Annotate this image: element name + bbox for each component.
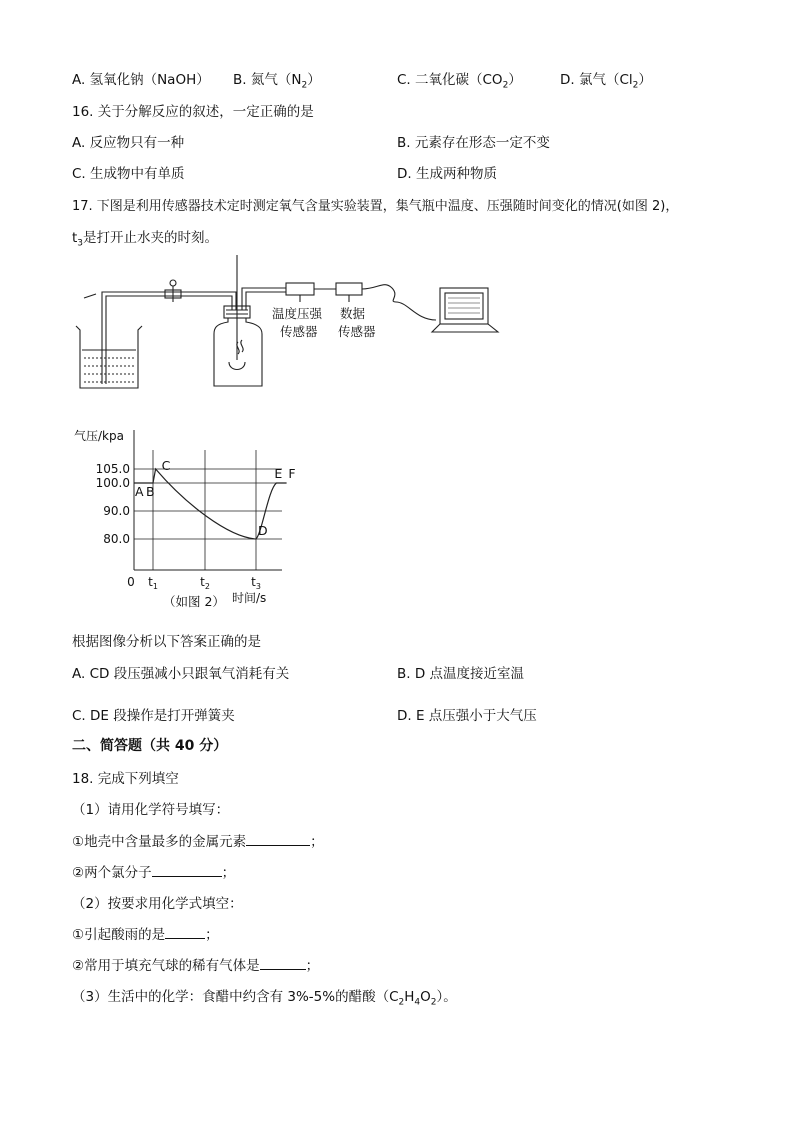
q18-part3: （3）生活中的化学：食醋中约含有 3%-5%的醋酸$(C_2H_4O_2)$。 [72, 989, 457, 1008]
section-title: 二、简答题（共 40 分） [72, 738, 228, 754]
sensor1-label-line2: 传感器 [280, 324, 318, 339]
y-tick-label: 105.0 [95, 462, 130, 476]
q16-option-b: B. 元素存在形态一定不变 [397, 135, 550, 151]
graph-caption: （如图 2） [163, 594, 225, 609]
q17-option-a: A. CD 段压强减小只跟氧气消耗有关 [72, 666, 290, 682]
x-tick-label: $t_1$ [148, 575, 158, 591]
q17-option-d: D. E 点压强小于大气压 [397, 708, 537, 724]
q17-option-b: B. D 点温度接近室温 [397, 666, 525, 682]
point-label-a: A [135, 484, 144, 499]
q16-stem: 16. 关于分解反应的叙述，一定正确的是 [72, 104, 314, 120]
x-tick-label: 0 [127, 575, 135, 589]
sensor2-label-line1: 数据 [340, 306, 366, 321]
q17-stem-line2: $t_3$是打开止水夹的时刻。 [72, 230, 219, 249]
q17-option-c: C. DE 段操作是打开弹簧夹 [72, 708, 235, 724]
clamp-icon [165, 280, 181, 302]
q17-question: 根据图像分析以下答案正确的是 [72, 634, 261, 650]
laptop-icon [432, 288, 498, 332]
q18-stem: 18. 完成下列填空 [72, 771, 179, 787]
point-label-c: C [161, 458, 171, 473]
q15-option-d: D. 氯气$(Cl_2)$ [560, 72, 652, 91]
q18-part1: （1）请用化学符号填写： [72, 802, 230, 818]
x-tick-label: $t_3$ [251, 575, 261, 591]
sensor1-label-line1: 温度压强 [272, 306, 323, 321]
point-label-b: B [146, 484, 155, 499]
y-tick-label: 80.0 [103, 532, 130, 546]
y-axis-label: 气压/kpa [74, 429, 124, 443]
point-label-d: D [258, 523, 268, 538]
point-label-e: E [274, 466, 283, 481]
point-label-f: F [288, 466, 296, 481]
answer-blank[interactable] [165, 926, 205, 939]
apparatus-diagram [66, 250, 526, 395]
beaker-icon [76, 326, 142, 388]
sensor2-label-line2: 传感器 [338, 324, 376, 339]
answer-blank[interactable] [260, 957, 306, 970]
q18-part2-item1: ①引起酸雨的是 ； [72, 927, 219, 943]
x-axis-label: 时间/s [232, 591, 267, 605]
q15-option-a: A. 氢氧化钠（NaOH） [72, 72, 210, 88]
q16-option-a: A. 反应物只有一种 [72, 135, 185, 151]
y-tick-label: 90.0 [103, 504, 130, 518]
data-sensor-icon [336, 283, 362, 302]
q18-part2-item2: ②常用于填充气球的稀有气体是 ； [72, 958, 320, 974]
temperature-pressure-sensor-icon [286, 283, 336, 302]
q18-part1-item1: ①地壳中含量最多的金属元素 ； [72, 834, 324, 850]
q18-part1-item2: ②两个氯分子 ； [72, 865, 236, 881]
answer-blank[interactable] [152, 864, 222, 877]
q18-part2: （2）按要求用化学式填空： [72, 896, 243, 912]
y-tick-label: 100.0 [95, 476, 130, 490]
q16-option-d: D. 生成两种物质 [397, 166, 497, 182]
q16-option-c: C. 生成物中有单质 [72, 166, 185, 182]
gas-bottle-icon [214, 306, 262, 386]
answer-blank[interactable] [246, 833, 310, 846]
q15-option-c: C. 二氧化碳$(CO_2)$ [397, 72, 522, 91]
q15-option-b: B. 氮气$(N_2)$ [233, 72, 321, 91]
q17-stem-line1: 17. 下图是利用传感器技术定时测定氧气含量实验装置，集气瓶中温度、压强随时间变化的情况(如图 2)， [72, 199, 679, 214]
x-tick-label: $t_2$ [200, 575, 210, 591]
